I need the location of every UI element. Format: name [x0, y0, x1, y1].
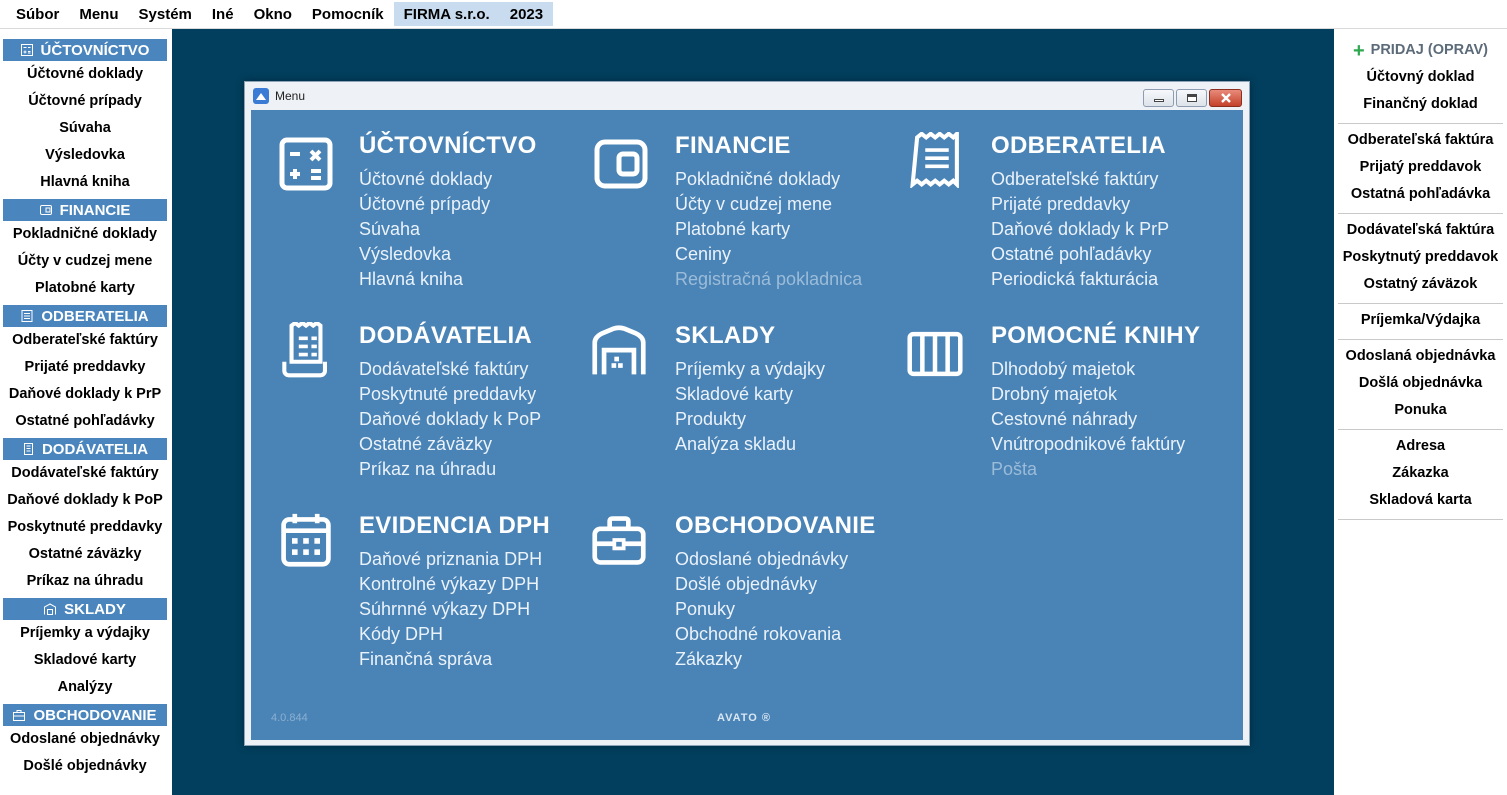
- invoice-icon: [278, 322, 334, 378]
- sidebar-section-title: OBCHODOVANIE: [33, 706, 157, 724]
- group-title-sklady: SKLADY: [675, 322, 776, 349]
- sidebar-item[interactable]: Účty v cudzej mene: [17, 253, 153, 269]
- quick-add-item[interactable]: Poskytnutý preddavok: [1342, 249, 1499, 265]
- menu-link[interactable]: Produkty: [675, 409, 747, 429]
- restore-icon: [1187, 94, 1197, 102]
- group-title-odberatelia: ODBERATELIA: [991, 132, 1166, 159]
- menu-link[interactable]: Daňové priznania DPH: [359, 549, 543, 569]
- group-items: [359, 167, 492, 292]
- menu-link[interactable]: Drobný majetok: [991, 384, 1118, 404]
- sidebar-item[interactable]: Odoslané objednávky: [10, 731, 160, 747]
- quick-add-item[interactable]: Skladová karta: [1369, 492, 1472, 508]
- menu-link[interactable]: Účtovné doklady: [359, 169, 493, 189]
- sidebar-section-title: ODBERATELIA: [41, 307, 149, 325]
- menu-link[interactable]: Odoslané objednávky: [675, 549, 849, 569]
- quick-add-item[interactable]: Odoslaná objednávka: [1345, 348, 1496, 364]
- menu-link[interactable]: Došlé objednávky: [675, 574, 818, 594]
- briefcase-icon: [13, 709, 25, 721]
- calendar-icon: [278, 512, 334, 568]
- quick-add-item[interactable]: Ostatná pohľadávka: [1350, 186, 1491, 202]
- menu-menu[interactable]: Menu: [79, 6, 119, 23]
- company-selector[interactable]: FIRMA s.r.o.: [394, 2, 500, 26]
- menu-okno[interactable]: Okno: [253, 6, 292, 23]
- menu-pomocnik[interactable]: Pomocník: [311, 6, 384, 23]
- group-items: [991, 167, 1169, 292]
- quick-add-item[interactable]: Odberateľská faktúra: [1347, 132, 1494, 148]
- menu-link[interactable]: Ostatné pohľadávky: [991, 244, 1152, 264]
- sidebar-item[interactable]: Výsledovka: [45, 147, 125, 163]
- year-selector[interactable]: 2023: [500, 2, 553, 26]
- menu-link[interactable]: Prijaté preddavky: [991, 194, 1131, 214]
- sidebar-item[interactable]: Príjemky a výdajky: [20, 625, 150, 641]
- quick-add-item[interactable]: Príjemka/Výdajka: [1360, 312, 1481, 328]
- quick-add-item[interactable]: Dodávateľská faktúra: [1346, 222, 1495, 238]
- group-items: [359, 357, 541, 482]
- menu-link[interactable]: Analýza skladu: [675, 434, 797, 454]
- warehouse-icon: [591, 324, 647, 380]
- sidebar-item[interactable]: Skladové karty: [33, 652, 137, 668]
- sidebar-item[interactable]: Prijaté preddavky: [24, 359, 146, 375]
- books-icon: [907, 326, 963, 382]
- menu-link[interactable]: Ostatné záväzky: [359, 434, 493, 454]
- group-items: [675, 167, 862, 292]
- group-items: [991, 357, 1185, 482]
- sidebar-item[interactable]: Poskytnuté preddavky: [7, 519, 163, 535]
- window-controls: [1143, 89, 1242, 107]
- menu-link[interactable]: Platobné karty: [675, 219, 791, 239]
- quick-add-group: [1338, 430, 1503, 520]
- sidebar-item[interactable]: Platobné karty: [35, 280, 135, 296]
- quick-add-item[interactable]: Zákazka: [1392, 465, 1449, 481]
- quick-add-group: [1338, 340, 1503, 430]
- menu-system[interactable]: Systém: [138, 6, 192, 23]
- menu-bar: [0, 0, 1507, 29]
- window-titlebar[interactable]: [245, 82, 1249, 110]
- sidebar-item[interactable]: Analýzy: [57, 679, 113, 695]
- menu-link[interactable]: Súhrnné výkazy DPH: [359, 599, 531, 619]
- group-title-dodavatelia: DODÁVATELIA: [359, 322, 533, 349]
- minimize-button[interactable]: [1143, 89, 1174, 107]
- menu-link-disabled: Registračná pokladnica: [675, 269, 863, 289]
- sidebar-item[interactable]: Daňové doklady k PoP: [7, 492, 163, 508]
- menu-link[interactable]: Kontrolné výkazy DPH: [359, 574, 540, 594]
- sidebar-section-title: SKLADY: [64, 600, 126, 618]
- sidebar-item[interactable]: Príkaz na úhradu: [26, 573, 144, 589]
- left-sidebar: [0, 36, 170, 795]
- wallet-icon: [593, 136, 649, 192]
- calculator-icon: [278, 136, 334, 192]
- group-title-obchodovanie: OBCHODOVANIE: [675, 512, 876, 539]
- quick-add-group: [1338, 124, 1503, 214]
- group-items: [359, 547, 542, 672]
- quick-add-group: [1338, 214, 1503, 304]
- menu-link[interactable]: Účty v cudzej mene: [675, 194, 833, 214]
- minimize-icon: [1154, 99, 1164, 102]
- quick-add-item[interactable]: Ponuka: [1394, 402, 1447, 418]
- app-logo-icon: [253, 88, 269, 104]
- sidebar-item[interactable]: Ostatné pohľadávky: [15, 413, 155, 429]
- quick-add-item[interactable]: Adresa: [1395, 438, 1446, 454]
- quick-add-group: [1338, 29, 1503, 124]
- menu-link[interactable]: Zákazky: [675, 649, 743, 669]
- menu-link[interactable]: Periodická fakturácia: [991, 269, 1159, 289]
- menu-link[interactable]: Dodávateľské faktúry: [359, 359, 529, 379]
- maximize-button[interactable]: [1176, 89, 1207, 107]
- quick-add-item[interactable]: Finančný doklad: [1363, 96, 1478, 112]
- group-title-uctovnictvo: ÚČTOVNÍCTVO: [359, 132, 537, 159]
- sidebar-section-financie[interactable]: [3, 199, 167, 221]
- menu-link[interactable]: Kódy DPH: [359, 624, 444, 644]
- receipt-icon: [909, 132, 965, 188]
- sidebar-item[interactable]: Hlavná kniha: [40, 174, 130, 190]
- sidebar-item[interactable]: Ostatné záväzky: [28, 546, 142, 562]
- right-panel: [1334, 29, 1507, 795]
- sidebar-section-dodavatelia[interactable]: [3, 438, 167, 460]
- group-title-financie: FINANCIE: [675, 132, 791, 159]
- menu-link[interactable]: Skladové karty: [675, 384, 794, 404]
- menu-link[interactable]: Hlavná kniha: [359, 269, 464, 289]
- menu-link[interactable]: Príjemky a výdajky: [675, 359, 826, 379]
- menu-link[interactable]: Dlhodobý majetok: [991, 359, 1136, 379]
- sidebar-section-title: ÚČTOVNÍCTVO: [40, 41, 150, 59]
- menu-link[interactable]: Vnútropodnikové faktúry: [991, 434, 1186, 454]
- quick-add-item[interactable]: Účtovný doklad: [1366, 69, 1475, 85]
- sidebar-item[interactable]: Účtovné prípady: [28, 93, 142, 109]
- briefcase-icon: [591, 512, 647, 568]
- plus-icon: +: [1352, 39, 1365, 62]
- menu-link[interactable]: Pokladničné doklady: [675, 169, 841, 189]
- menu-link[interactable]: Poskytnuté preddavky: [359, 384, 537, 404]
- menu-link[interactable]: Príkaz na úhradu: [359, 459, 497, 479]
- sidebar-item[interactable]: Účtovné doklady: [26, 66, 144, 82]
- add-edit-button[interactable]: [1338, 37, 1503, 64]
- menu-ine[interactable]: Iné: [211, 6, 234, 23]
- menu-link[interactable]: Účtovné prípady: [359, 194, 491, 214]
- menu-link[interactable]: Daňové doklady k PrP: [991, 219, 1170, 239]
- quick-add-item[interactable]: Došlá objednávka: [1358, 375, 1483, 391]
- warehouse-icon: [44, 603, 56, 615]
- group-items: [675, 547, 848, 672]
- receipt-icon: [21, 310, 33, 322]
- sidebar-section-odberatelia[interactable]: [3, 305, 167, 327]
- quick-add-item[interactable]: Prijatý preddavok: [1359, 159, 1482, 175]
- menu-link[interactable]: Výsledovka: [359, 244, 452, 264]
- menu-link[interactable]: Finančná správa: [359, 649, 493, 669]
- sidebar-item[interactable]: Dodávateľské faktúry: [11, 465, 159, 481]
- quick-add-item[interactable]: Ostatný záväzok: [1363, 276, 1478, 292]
- menu-subor[interactable]: Súbor: [16, 6, 60, 23]
- sidebar-item[interactable]: Došlé objednávky: [23, 758, 147, 774]
- menu-link[interactable]: Daňové doklady k PoP: [359, 409, 542, 429]
- menu-content: [251, 110, 1243, 740]
- menu-link[interactable]: Súvaha: [359, 219, 421, 239]
- add-edit-label: PRIDAJ (OPRAV): [1370, 42, 1489, 58]
- version-label: 4.0.844: [271, 712, 308, 724]
- quick-add-group: [1338, 304, 1503, 340]
- menu-link-disabled: Pošta: [991, 459, 1038, 479]
- menu-link[interactable]: Obchodné rokovania: [675, 624, 842, 644]
- menu-link[interactable]: Ponuky: [675, 599, 736, 619]
- window-title: Menu: [275, 89, 306, 103]
- menu-link[interactable]: Odberateľské faktúry: [991, 169, 1159, 189]
- menu-link[interactable]: Ceniny: [675, 244, 732, 264]
- sidebar-item[interactable]: Daňové doklady k PrP: [8, 386, 162, 402]
- group-title-pomocne-knihy: POMOCNÉ KNIHY: [991, 322, 1201, 349]
- wallet-icon: [40, 204, 52, 216]
- sidebar-section-title: FINANCIE: [59, 201, 131, 219]
- sidebar-item[interactable]: Pokladničné doklady: [12, 226, 158, 242]
- sidebar-item[interactable]: Odberateľské faktúry: [12, 332, 158, 348]
- group-items: [675, 357, 825, 457]
- group-title-evidencia-dph: EVIDENCIA DPH: [359, 512, 551, 539]
- sidebar-section-title: DODÁVATELIA: [41, 440, 149, 458]
- menu-link[interactable]: Cestovné náhrady: [991, 409, 1138, 429]
- invoice-icon: [22, 443, 34, 455]
- sidebar-section-uctovnictvo[interactable]: [3, 39, 167, 61]
- sidebar-section-obchodovanie[interactable]: [3, 704, 167, 726]
- sidebar-item[interactable]: Súvaha: [59, 120, 111, 136]
- menu-window: [244, 81, 1250, 746]
- brand-label: AVATO ®: [717, 712, 772, 724]
- close-button[interactable]: [1209, 89, 1242, 107]
- calculator-icon: [21, 44, 33, 56]
- close-icon: [1220, 93, 1232, 103]
- sidebar-section-sklady[interactable]: [3, 598, 167, 620]
